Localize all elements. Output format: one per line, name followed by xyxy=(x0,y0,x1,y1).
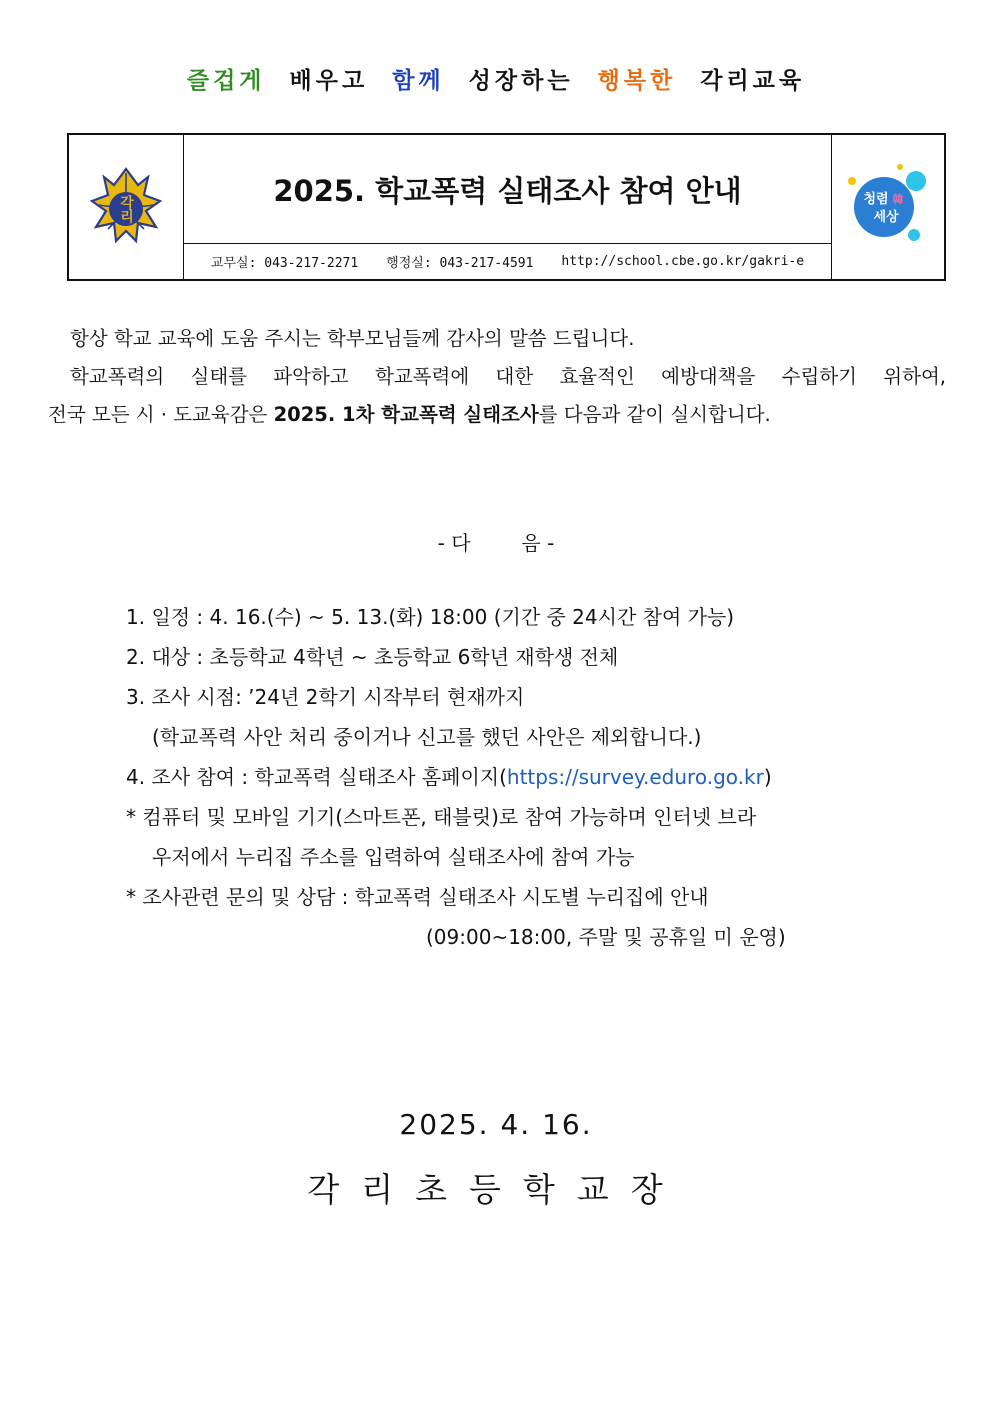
slogan-word-6: 각리교육 xyxy=(700,68,806,94)
slogan-word-4: 성장하는 xyxy=(468,68,574,94)
intro-line-3-pre: 전국 모든 시 · 도교육감은 xyxy=(48,403,274,426)
integrity-logo-icon xyxy=(840,159,936,255)
section-heading: - 다 음 - xyxy=(437,531,555,555)
item-inquiry-hours: (09:00~18:00, 주말 및 공휴일 미 운영) xyxy=(426,925,786,949)
school-emblem-icon xyxy=(86,165,166,249)
slogan-word-5: 행복한 xyxy=(597,68,677,94)
intro-line-1: 항상 학교 교육에 도움 주시는 학부모님들께 감사의 말씀 드립니다. xyxy=(70,327,635,350)
details-list xyxy=(126,597,926,957)
school-emblem-text: 각리 xyxy=(118,195,134,223)
letterhead-center xyxy=(184,135,831,279)
item-target: 2. 대상 : 초등학교 4학년 ~ 초등학교 6학년 재학생 전체 xyxy=(126,645,619,669)
integrity-logo-text-1: 청렴 xyxy=(863,192,889,207)
intro-paragraph xyxy=(48,320,946,434)
school-logo-cell xyxy=(69,135,184,279)
integrity-logo-cell xyxy=(831,135,944,279)
item-inquiry: * 조사관련 문의 및 상담 : 학교폭력 실태조사 시도별 누리집에 안내 xyxy=(126,885,709,909)
integrity-logo-accent: 韓 xyxy=(892,193,904,206)
item-join-post: ) xyxy=(763,765,772,789)
admin-phone: 행정실: 043-217-4591 xyxy=(386,256,534,271)
school-slogan xyxy=(0,62,992,95)
item-period: 3. 조사 시점: ’24년 2학기 시작부터 현재까지 xyxy=(126,685,525,709)
slogan-word-1: 즐겁게 xyxy=(186,68,266,94)
item-device-2: 우저에서 누리집 주소를 입력하여 실태조사에 참여 가능 xyxy=(152,845,635,869)
slogan-word-3: 함께 xyxy=(392,68,445,94)
school-website: http://school.cbe.go.kr/gakri-e xyxy=(561,254,805,269)
item-join-pre: 4. 조사 참여 : 학교폭력 실태조사 홈페이지( xyxy=(126,765,507,789)
intro-line-3 xyxy=(48,396,946,434)
integrity-logo-text-2: 세상 xyxy=(873,210,899,225)
intro-line-3-post: 를 다음과 같이 실시합니다. xyxy=(538,403,771,426)
contact-info xyxy=(184,244,831,279)
item-schedule: 1. 일정 : 4. 16.(수) ~ 5. 13.(화) 18:00 (기간 중 24시간 참여 가능) xyxy=(126,605,735,629)
intro-line-2: 학교폭력의 실태를 파악하고 학교폭력에 대한 효율적인 예방대책을 수립하기 위하여, xyxy=(70,365,946,388)
item-join xyxy=(126,757,926,797)
letterhead-box xyxy=(67,133,946,281)
document-title: 2025. 학교폭력 실태조사 참여 안내 xyxy=(184,135,831,244)
item-period-note: (학교폭력 사안 처리 중이거나 신고를 했던 사안은 제외합니다.) xyxy=(152,725,702,749)
slogan-word-2: 배우고 xyxy=(289,68,369,94)
survey-link[interactable]: https://survey.eduro.go.kr xyxy=(506,765,764,789)
office-phone: 교무실: 043-217-2271 xyxy=(210,256,359,271)
principal-signature: 각리초등학교장 xyxy=(307,1170,685,1209)
document-date: 2025. 4. 16. xyxy=(399,1108,593,1141)
intro-line-3-bold: 2025. 1차 학교폭력 실태조사 xyxy=(273,403,539,426)
item-device-1: * 컴퓨터 및 모바일 기기(스마트폰, 태블릿)로 참여 가능하며 인터넷 브라 xyxy=(126,805,757,829)
